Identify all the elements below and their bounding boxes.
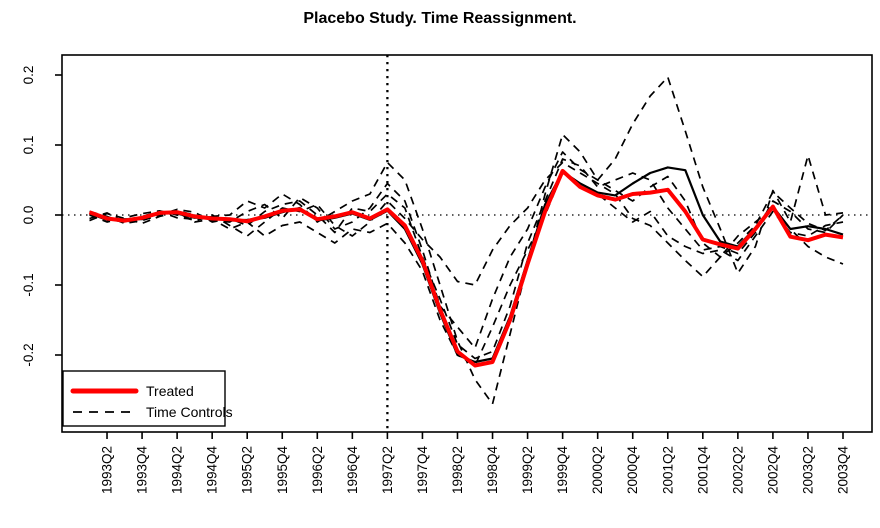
series-line-time-control-4 [90,173,844,366]
series-line-treated-mean-path-solid-black- [90,167,844,362]
x-tick-label: 1994Q4 [204,446,220,495]
legend-controls-label: Time Controls [146,404,233,420]
x-tick-label: 2003Q4 [835,446,851,495]
series-line-time-control-2 [90,152,844,348]
y-tick-label: -0.1 [21,273,36,297]
x-tick-label: 2002Q4 [765,446,781,495]
x-tick-label: 1995Q2 [239,446,255,495]
chart-title: Placebo Study. Time Reassignment. [303,10,577,27]
x-tick-label: 1995Q4 [274,446,290,495]
legend-treated-label: Treated [146,383,194,399]
series-line-time-control-1 [90,77,844,404]
y-tick-label: 0.0 [21,205,36,225]
y-axis [21,66,62,367]
x-tick-label: 1994Q2 [169,446,185,495]
x-tick-label: 1996Q2 [309,446,325,495]
y-tick-label: -0.2 [21,343,36,367]
y-tick-label: 0.2 [21,65,36,85]
x-tick-label: 2001Q2 [660,446,676,495]
x-tick-label: 1993Q2 [99,446,115,495]
legend [63,371,233,426]
x-tick-label: 1998Q4 [485,446,501,495]
x-tick-label: 2003Q2 [800,446,816,495]
x-tick-label: 1999Q2 [520,446,536,495]
series-line-time-control-5 [90,159,844,359]
x-tick-label: 1999Q4 [555,446,571,495]
series-line-time-control-3 [90,163,844,286]
x-tick-label: 1997Q4 [414,446,430,495]
x-tick-label: 1998Q2 [449,446,465,495]
x-tick-label: 2000Q2 [590,446,606,495]
x-tick-label: 2002Q2 [730,446,746,495]
series-lines [90,77,844,404]
x-tick-label: 1993Q4 [134,446,150,495]
y-tick-label: 0.1 [21,135,36,155]
series-line-treated [90,171,844,366]
x-tick-label: 1996Q4 [344,446,360,495]
x-axis [100,432,851,494]
x-tick-label: 2000Q4 [625,446,641,495]
x-tick-label: 2001Q4 [695,446,711,495]
x-tick-label: 1997Q2 [379,446,395,495]
